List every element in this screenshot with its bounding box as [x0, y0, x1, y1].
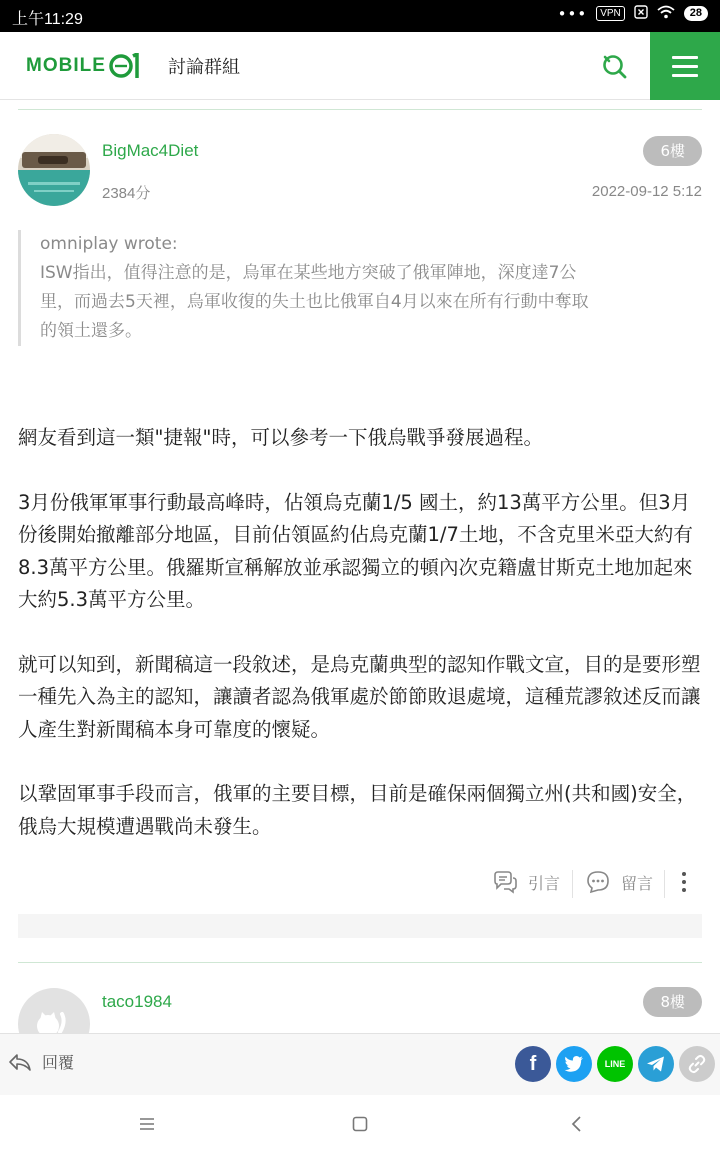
paragraph: 以鞏固軍事手段而言，俄軍的主要目標，目前是確保兩個獨立州(共和國)安全，俄烏大規模遭遇戰尚未發生。 — [18, 782, 697, 838]
dots-icon: ••• — [557, 4, 588, 23]
status-icons — [558, 5, 708, 22]
comment-label: 留言 — [621, 873, 654, 893]
facebook-icon: f — [529, 1052, 537, 1075]
author-score: 2384分 — [102, 185, 151, 202]
telegram-share-button[interactable] — [638, 1046, 674, 1082]
divider — [18, 962, 702, 963]
bottom-action-bar — [0, 1033, 720, 1095]
app-header — [0, 32, 720, 100]
copy-link-button[interactable] — [679, 1046, 715, 1082]
paragraph: 網友看到這一類"捷報"時，可以參考一下俄烏戰爭發展過程。 — [18, 426, 543, 449]
author-name[interactable]: taco1984 — [102, 992, 172, 1011]
battery-icon: 28 — [684, 6, 708, 21]
paragraph: 3月份俄軍軍事行動最高峰時，佔領烏克蘭1/5 國土，約13萬平方公里。但3月份後開始撤離部分地區，目前佔領區約佔烏克蘭1/7土地，不含克里米亞大約有8.3萬平方公里。俄羅斯宣稱解放並承認獨立的頓內次克籍盧甘斯克土地加起來大約5.3萬平方公里。 — [18, 490, 693, 611]
avatar[interactable] — [18, 134, 90, 206]
search-button[interactable] — [592, 46, 636, 86]
reply-label: 回覆 — [42, 1053, 75, 1072]
more-options-icon[interactable] — [682, 872, 686, 892]
twitter-share-button[interactable] — [556, 1046, 592, 1082]
mobile01-logo[interactable] — [26, 53, 141, 79]
quote-label: 引言 — [528, 873, 561, 893]
vpn-icon: VPN — [596, 6, 625, 21]
quote-block — [18, 230, 702, 346]
quote-line: 里，而過去5天裡，烏軍收復的失土也比俄軍自4月以來在所有行動中奪取 — [40, 292, 589, 312]
menu-icon — [672, 56, 698, 59]
author-name[interactable]: BigMac4Diet — [102, 141, 199, 160]
wifi-icon — [657, 5, 675, 22]
post-body — [18, 422, 708, 875]
reply-button[interactable] — [8, 1050, 74, 1073]
line-icon: LINE — [604, 1059, 626, 1069]
floor-badge[interactable]: 8樓 — [643, 987, 702, 1017]
back-button[interactable] — [561, 1111, 591, 1137]
telegram-plane-icon — [646, 1055, 666, 1073]
logo-text: MOBILE — [26, 55, 106, 76]
home-button[interactable] — [345, 1111, 375, 1137]
recent-apps-button[interactable] — [132, 1111, 162, 1137]
post-separator — [18, 914, 702, 938]
status-bar — [0, 0, 720, 32]
divider — [18, 109, 702, 110]
system-nav-bar — [0, 1095, 720, 1152]
search-icon — [601, 53, 627, 79]
menu-button[interactable] — [650, 32, 720, 100]
comment-button[interactable] — [585, 870, 653, 894]
post-actions — [0, 866, 720, 902]
divider — [664, 870, 665, 898]
reply-arrow-icon — [8, 1052, 32, 1072]
recent-apps-icon — [139, 1117, 155, 1131]
page-title: 討論群組 — [168, 57, 240, 78]
home-icon — [352, 1116, 368, 1132]
floor-badge[interactable]: 6樓 — [643, 136, 702, 166]
twitter-bird-icon — [564, 1055, 584, 1073]
status-time: 上午11:29 — [12, 11, 83, 28]
comment-bubble-icon — [585, 870, 611, 894]
quote-bubble-icon — [492, 870, 518, 894]
quote-line: 的領土還多。 — [40, 321, 142, 341]
link-icon — [687, 1054, 707, 1074]
sim-x-icon — [634, 5, 648, 22]
logo-mark-icon — [109, 53, 141, 79]
facebook-share-button[interactable] — [515, 1046, 551, 1082]
quote-button[interactable] — [492, 870, 560, 894]
line-share-button[interactable] — [597, 1046, 633, 1082]
paragraph: 就可以知到，新聞稿這一段敘述，是烏克蘭典型的認知作戰文宣，目的是要形塑一種先入為主的認知，讓讀者認為俄軍處於節節敗退處境，這種荒謬敘述反而讓人產生對新聞稿本身可靠度的懷疑。 — [18, 652, 701, 741]
post-date: 2022-09-12 5:12 — [591, 183, 702, 200]
back-icon — [570, 1115, 582, 1133]
divider — [572, 870, 573, 898]
quote-author: omniplay wrote: — [40, 234, 178, 254]
quote-line: ISW指出，值得注意的是，烏軍在某些地方突破了俄軍陣地，深度達7公 — [40, 263, 577, 283]
